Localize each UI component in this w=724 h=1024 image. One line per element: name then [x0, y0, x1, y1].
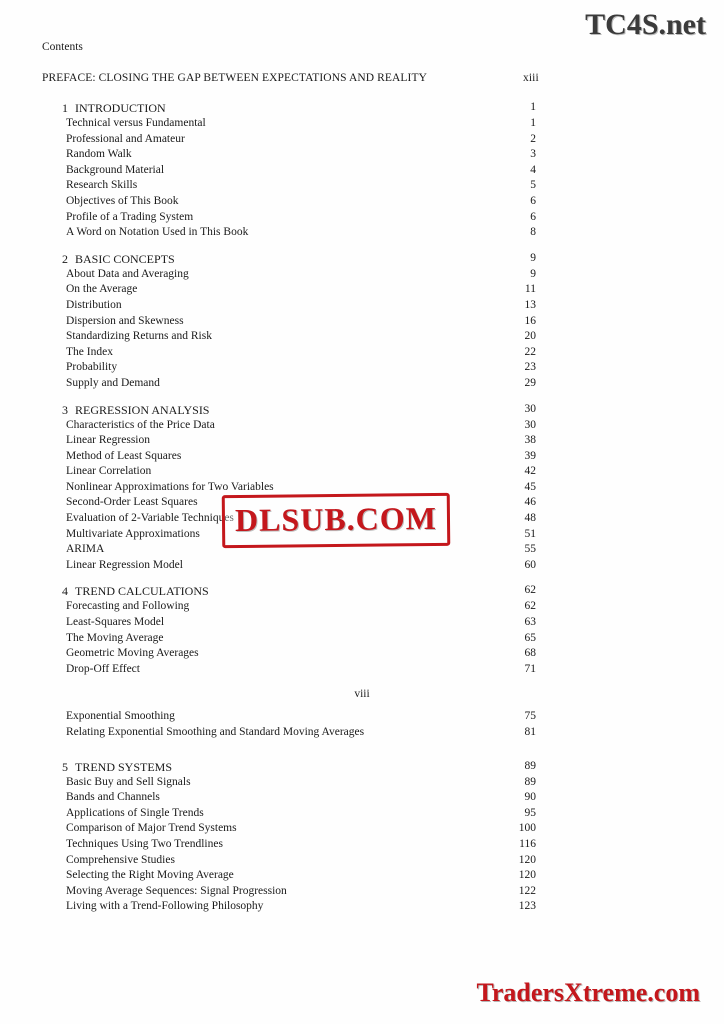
toc-chapter-title: TREND CALCULATIONS — [75, 584, 209, 599]
toc-entry-page: 9 — [530, 267, 536, 280]
toc-entry-title: Least-Squares Model — [66, 616, 165, 629]
toc-chapter-title: BASIC CONCEPTS — [75, 251, 175, 266]
toc-entry-title: A Word on Notation Used in This Book — [66, 226, 249, 239]
toc-entry — [42, 133, 682, 149]
toc-entry-title: Professional and Amateur — [66, 132, 185, 145]
toc-entry-title: Living with a Trend-Following Philosophy — [66, 900, 264, 913]
preface-page: xiii — [523, 72, 539, 84]
toc-entry — [42, 164, 682, 180]
toc-entry-page: 81 — [524, 726, 536, 738]
toc-entry-title: Probability — [66, 361, 118, 374]
toc-entry — [42, 419, 682, 435]
toc-entry-title: Standardizing Returns and Risk — [66, 330, 212, 343]
toc-entry — [42, 885, 682, 901]
toc-entry-title: Forecasting and Following — [66, 600, 190, 613]
toc-entry-title: Techniques Using Two Trendlines — [66, 837, 223, 850]
toc-entry-title: Multivariate Approximations — [66, 527, 200, 540]
toc-entry-title: Moving Average Sequences: Signal Progression — [66, 884, 287, 897]
toc-entry-title: The Index — [66, 345, 113, 358]
toc-entry — [42, 179, 682, 195]
toc-entry — [42, 726, 682, 742]
toc-chapter-number: 2 — [62, 251, 68, 266]
toc-entry-page: 4 — [530, 163, 536, 176]
toc-entry-title: Technical versus Fundamental — [66, 117, 206, 129]
toc-entry — [42, 710, 682, 726]
toc-entry-page: 3 — [530, 148, 536, 161]
toc-entry-title: Selecting the Right Moving Average — [66, 869, 234, 882]
toc-entry — [42, 346, 682, 362]
toc-entry-title: About Data and Averaging — [66, 267, 189, 280]
toc-chapter-head — [42, 101, 682, 117]
toc-entry — [42, 361, 682, 377]
toc-entry-page: 48 — [524, 512, 536, 525]
toc-entry-page: 75 — [524, 710, 536, 723]
toc-entry-title: Linear Correlation — [66, 465, 152, 478]
toc-entry-page: 60 — [524, 558, 536, 571]
toc-entry-page: 89 — [524, 775, 536, 788]
toc-chapter — [42, 760, 682, 916]
toc-chapter-page: 1 — [530, 101, 536, 113]
toc-chapter-page: 62 — [524, 584, 536, 597]
toc-chapter-head — [42, 252, 682, 268]
toc-entry-page: 51 — [524, 527, 536, 540]
toc-entry-page: 55 — [524, 543, 536, 556]
toc-entry-title: Random Walk — [66, 148, 132, 161]
toc-chapter — [42, 252, 682, 393]
toc-entry-title: Distribution — [66, 298, 122, 311]
toc-entry — [42, 616, 682, 632]
toc-entry — [42, 632, 682, 648]
page-folio-text: viii — [354, 688, 370, 701]
toc-entry-page: 16 — [524, 314, 536, 327]
toc-entry-page: 116 — [519, 837, 536, 850]
watermark-dlsub: DLSUB.COM — [222, 493, 450, 548]
toc-chapter-title: INTRODUCTION — [75, 101, 166, 115]
toc-entry — [42, 315, 682, 331]
toc-entry-page: 2 — [530, 132, 536, 145]
toc-entry — [42, 465, 682, 481]
toc-entry — [42, 117, 682, 133]
toc-entry-page: 65 — [524, 631, 536, 644]
toc-entry — [42, 776, 682, 792]
toc-entry-title: Background Material — [66, 163, 165, 176]
toc-entry-title: Nonlinear Approximations for Two Variables — [66, 480, 274, 493]
toc-entry — [42, 791, 682, 807]
toc-entry-page: 123 — [518, 900, 536, 913]
toc-entry-page: 39 — [524, 449, 536, 462]
toc-entry — [42, 377, 682, 393]
toc-entry-title: Comprehensive Studies — [66, 853, 175, 866]
toc-entry-title: Characteristics of the Price Data — [66, 418, 215, 431]
toc-entry-title: Second-Order Least Squares — [66, 496, 198, 509]
toc-entry-page: 1 — [530, 117, 536, 129]
toc-chapter-continuation — [42, 710, 682, 741]
toc-entry — [42, 148, 682, 164]
toc-entry-page: 20 — [524, 330, 536, 343]
toc-entry-page: 23 — [524, 361, 536, 374]
toc-entry — [42, 854, 682, 870]
toc-entry-title: Evaluation of 2-Variable Techniques — [66, 512, 234, 525]
preface-entry — [42, 72, 682, 84]
toc-entry-page: 46 — [524, 496, 536, 509]
toc-entry-page: 100 — [518, 822, 536, 835]
toc-chapter-title: TREND SYSTEMS — [75, 759, 173, 774]
toc-entry-page: 13 — [524, 298, 536, 311]
toc-chapter-head — [42, 760, 682, 776]
toc-chapter-page: 9 — [530, 251, 536, 264]
running-head: Contents — [42, 41, 83, 53]
toc-entry — [42, 283, 682, 299]
toc-entry — [42, 600, 682, 616]
toc-entry — [42, 268, 682, 284]
toc-entry-title: On the Average — [66, 283, 138, 296]
toc-entry-page: 120 — [518, 869, 536, 882]
toc-entry-title: ARIMA — [66, 543, 105, 556]
toc-chapter — [42, 584, 682, 678]
watermark-tc4s: TC4S.net — [585, 8, 706, 41]
toc-chapter-number: 5 — [62, 759, 68, 774]
toc-entry-title: Objectives of This Book — [66, 194, 179, 207]
toc-entry — [42, 663, 682, 679]
toc-entry-page: 22 — [524, 345, 536, 358]
toc-entry-title: Basic Buy and Sell Signals — [66, 775, 191, 788]
page-folio — [42, 688, 682, 710]
toc-entry — [42, 195, 682, 211]
toc-chapter-head — [42, 584, 682, 600]
toc-entry-page: 30 — [524, 418, 536, 431]
toc-entry — [42, 807, 682, 823]
toc-entry-page: 122 — [518, 884, 536, 897]
toc-entry-title: Exponential Smoothing — [66, 710, 175, 723]
toc-entry-title: Dispersion and Skewness — [66, 314, 184, 327]
toc-entry-page: 95 — [524, 806, 536, 819]
toc-entry-title: Comparison of Major Trend Systems — [66, 822, 237, 835]
toc-entry — [42, 822, 682, 838]
toc-chapter — [42, 101, 682, 242]
toc-chapter-page: 30 — [524, 402, 536, 415]
toc-entry — [42, 869, 682, 885]
section-spacer — [42, 752, 682, 760]
toc-entry-page: 68 — [524, 647, 536, 660]
toc-entry-page: 45 — [524, 480, 536, 493]
toc-entry-page: 120 — [518, 853, 536, 866]
toc-entry-title: Applications of Single Trends — [66, 806, 204, 819]
toc-entry-page: 8 — [530, 226, 536, 239]
toc-entry-page: 38 — [524, 434, 536, 447]
toc-entry — [42, 900, 682, 916]
toc-entry-page: 6 — [530, 194, 536, 207]
toc-chapter-number: 4 — [62, 584, 68, 599]
toc-entry-page: 29 — [524, 376, 536, 389]
toc-chapter-head — [42, 403, 682, 419]
preface-title: PREFACE: CLOSING THE GAP BETWEEN EXPECTATIONS AND REALITY — [42, 72, 428, 84]
toc-entry — [42, 226, 682, 242]
watermark-tradersxtreme: TradersXtreme.com — [476, 978, 700, 1007]
toc-entry — [42, 838, 682, 854]
toc-entry-title: Bands and Channels — [66, 791, 160, 804]
toc-entry-title: Research Skills — [66, 179, 138, 192]
toc-entry-page: 11 — [524, 283, 536, 296]
toc-entry-page: 6 — [530, 210, 536, 223]
toc-chapter-title: REGRESSION ANALYSIS — [75, 402, 210, 417]
toc-entry-page: 71 — [524, 662, 536, 675]
toc-chapter — [42, 403, 682, 575]
toc-entry-title: Supply and Demand — [66, 376, 160, 389]
toc-entry-title: Relating Exponential Smoothing and Standard Moving Averages — [66, 726, 365, 738]
toc-chapter-page: 89 — [524, 759, 536, 772]
toc-entry-page: 42 — [524, 465, 536, 478]
toc-entry-title: The Moving Average — [66, 631, 164, 644]
toc-entry — [42, 434, 682, 450]
toc-entry-title: Method of Least Squares — [66, 449, 182, 462]
toc-entry — [42, 299, 682, 315]
toc-entry — [42, 647, 682, 663]
toc-entry-title: Linear Regression Model — [66, 558, 183, 571]
toc-entry-page: 90 — [524, 791, 536, 804]
toc-entry-page: 62 — [524, 600, 536, 613]
toc-entry-title: Profile of a Trading System — [66, 210, 194, 223]
toc-entry-page: 63 — [524, 616, 536, 629]
toc-entry-title: Geometric Moving Averages — [66, 647, 199, 660]
toc-entry — [42, 330, 682, 346]
toc-entry-page: 5 — [530, 179, 536, 192]
toc-entry — [42, 211, 682, 227]
toc-chapter-number: 3 — [62, 402, 68, 417]
toc-entry-title: Linear Regression — [66, 434, 150, 447]
toc-chapter-number: 1 — [62, 101, 68, 115]
toc-entry-title: Drop-Off Effect — [66, 662, 140, 675]
toc-entry — [42, 559, 682, 575]
toc-entry — [42, 450, 682, 466]
